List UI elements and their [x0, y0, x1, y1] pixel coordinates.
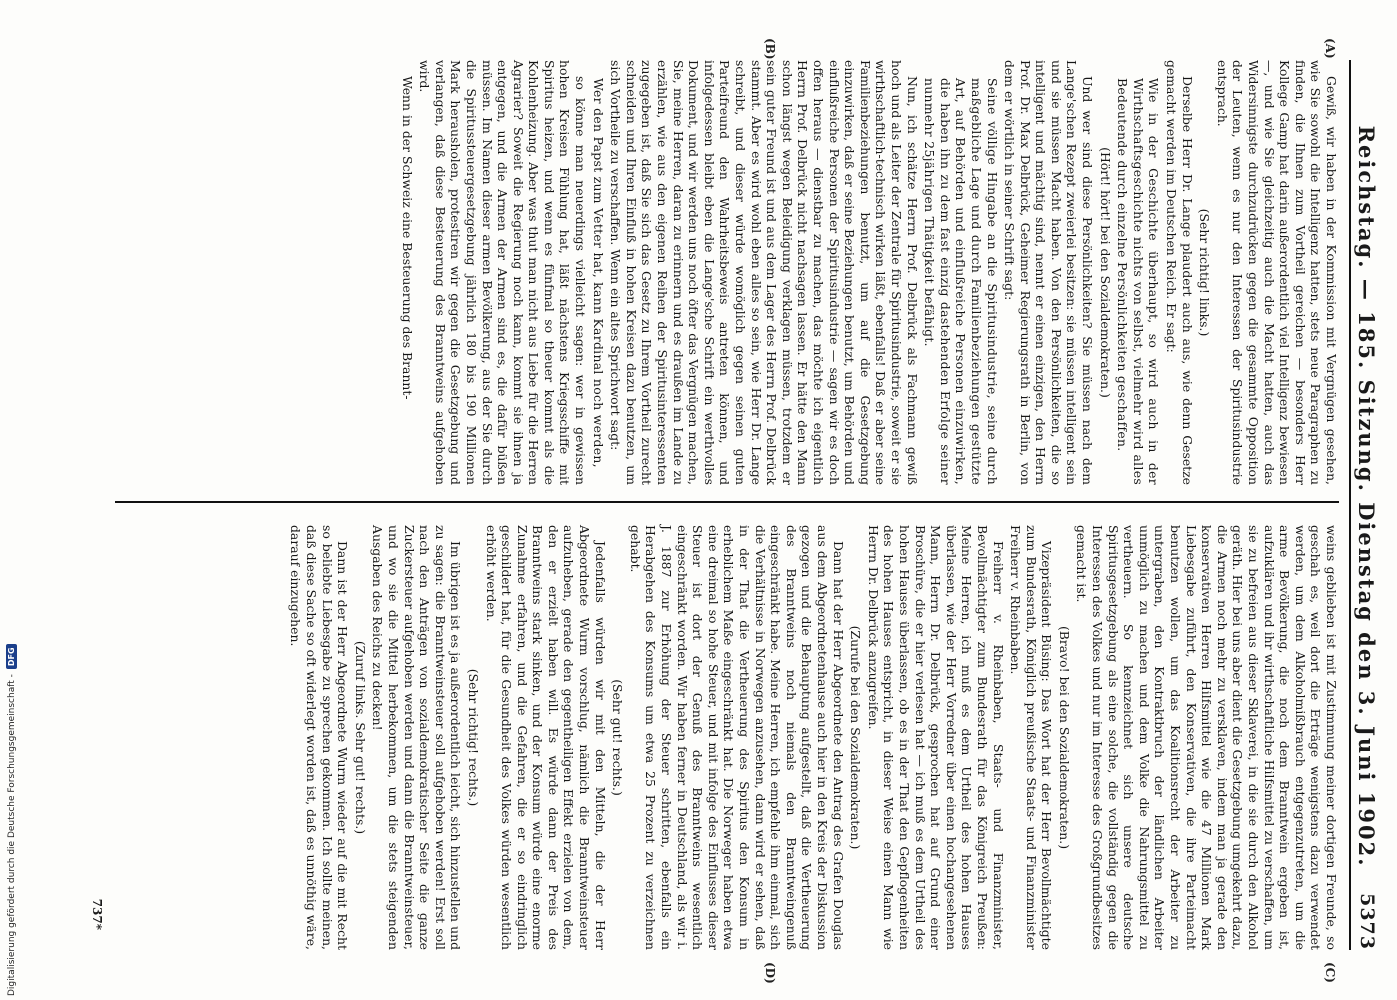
right-column	[115, 525, 1339, 950]
paragraph: Dann hat der Herr Abgeordnete den Antrag des Grafen Douglas aus dem Abgeordnetenhause auch hier in den Kreis der Diskussion gezogen und die Behauptung aufgestellt, daß die Vertheuerung des Branntweins noch niemals den Branntweingenuß eingeschränkt habe. Meine Herren, ich empfehle ihm einmal, sich die Verhältnisse in Norwegen anzusehen, dann wird er sehen, daß in der That die Vertheuerung des Spiritus den Konsum in erheblichem Maße eingeschränkt hat. Die Norweger haben etwa eine dreimal so hohe Steuer, und mit infolge des Einflusses dieser Steuer ist dort der Genuß des Branntweins wesentlich eingeschränkt worden. Wir haben ferner in Deutschland, als wir i. J. 1887 zur Erhöhung der Steuer schritten, ebenfalls ein Herabgehen des Konsums um etwa 25 Prozent zu verzeichnen gehabt.	[627, 525, 846, 950]
interjection: (Sehr gut! rechts.)	[610, 679, 626, 796]
interjection: (Bravo! bei den Sozialdemokraten.)	[1056, 625, 1072, 850]
quotation: Wie in der Geschichte überhaupt, so wird auch in der Wirthschaftsgeschichte nichts von selbst, vielmehr wird alles Bedeutende durch einzelne Persönlichkeiten geschaffen.	[1115, 78, 1162, 485]
margin-marker-c: (C)	[1323, 962, 1337, 983]
page-header	[1349, 60, 1383, 950]
speaker-intro: Vizepräsident Büsing: Das Wort hat der Herr Bevollmächtigte zum Bundesrath, Königlich preußische Staats- und Finanzminister Freiherr v. Rheinbaben.	[1008, 525, 1055, 950]
credit-text: Digitalisierung gefördert durch die Deutsche Forschungsgemeinschaft -	[6, 674, 17, 996]
paragraph: Wenn in der Schweiz eine Besteuerung des Brannt-	[399, 76, 415, 400]
interjection: (Zurufe bei den Sozialdemokraten.)	[848, 625, 864, 850]
paragraph: Und wer sind diese Persönlichkeiten? Sie müssen nach dem Lange'schen Rezept zweierlei besitzen: sie müssen intelligent sein und sie müssen Macht haben. Von den Persönlichkeiten, die so intelligent und mächtig sind, nennt er einen einzigen, den Herrn Prof. Dr. Max Delbrück, Geheimer Regierungsrath in Berlin, von dem er wörtlich in seiner Schrift sagt:	[1002, 60, 1096, 485]
paragraph: Im übrigen ist es ja außerordentlich leicht, sich hinzustellen und zu sagen: die Branntweinsteuer soll aufgehoben werden! Erst soll nach den Anträgen von sozialdemokratischer Seite die ganze Zuckersteuer aufgehoben werden und dann die Branntweinsteuer, und wo sie die Mittel herbekommen, um die stets steigenden Ausgaben des Reichs zu decken!	[370, 525, 464, 950]
left-column	[115, 60, 1339, 485]
interjection: (Sehr richtig! links.)	[1197, 208, 1213, 337]
header-title: Reichstag. — 185. Sitzung. Dienstag den 3. Juni 1902.	[1354, 125, 1380, 868]
paragraph: Gewiß, wir haben in der Kommission mit Vergnügen gesehen, wie Sie sowohl die Intelligenz hatten, stets neue Paragraphen zu finden, die Ihnen zum Vortheil gereichen — besonders Herr Kollege Gamp hat darin außerordentlich viel Intelligenz bewiesen —, und wie Sie gleichzeitig auch die Macht hatten, auch das Widersinnigste durchzudrücken gegen die gesammte Opposition der Leuten, wenn es nur den Interessen der Spiritusindustrie entsprach.	[1214, 60, 1339, 485]
paragraph: so könne man neuerdings vielleicht sagen: wer in gewissen hohen Kreisen Fühlung hat, läßt nächstens Kriegsschiffe mit Spiritus heizen, und wenn es fünfmal so theuer kommt als die Kohlenheizung. Aber was thut man nicht aus Liebe für die Herren Agrarier? Soweit die Regierung noch kann, kommt sie ihnen ja entgegen, und die Armen der Armen sind es, die dafür büßen müssen. Im Namen dieser armen Bevölkerung, aus der Sie durch die Spiritussteuergesetzgebung jährlich 180 bis 190 Millionen Mark herausholen, protestiren wir gegen die Gesetzgebung und verlangen, daß diese Besteuerung des Branntweins aufgehoben wird.	[417, 60, 589, 485]
signature-mark: 737*	[90, 898, 104, 930]
paragraph: Jedenfalls würden wir mit den Mitteln, die der Herr Abgeordnete Wurm vorschlug, nämlich die Branntweinsteuer aufzuheben, gerade den gegentheiligen Effekt erzielen von dem, den er erzielt haben will. Es würde dann der Preis des Branntweins stark sinken, und der Konsum würde eine enorme Zunahme erfahren, und die Gefahren, die er so eindringlich geschildert hat, für die Gesundheit des Volkes würden wesentlich erhöht werden.	[483, 525, 608, 950]
paragraph: Dann ist der Herr Abgeordnete Wurm wieder auf die mit Recht so beliebte Liebesgabe zu sprechen gekommen. Ich sollte meinen, daß diese Sache so oft widerlegt worden ist, daß es unnöthig wäre, darauf einzugehen.	[288, 525, 351, 950]
paragraph: Freiherr v. Rheinbaben, Staats- und Finanzminister, Bevollmächtigter zum Bundesrath für das Königreich Preußen: Meine Herren, ich muß es dem Urtheil des hohen Hauses überlassen, wie der Herr Vorredner über einen hochangesehenen Mann, Herrn Dr. Delbrück, gesprochen hat auf Grund einer Broschüre, die er hier verlesen hat — ich muß es dem Urtheil des hohen Hauses überlassen, ob es in der That den Gepflogenheiten des hohen Hauses entspricht, in dieser Weise einen Mann wie Herrn Dr. Delbrück anzugreifen.	[865, 525, 1006, 950]
paragraph: Nun, ich schätze Herrn Prof. Delbrück als Fachmann gewiß hoch und als Leiter der Zentrale für Spiritusindustrie, soweit er sie wirthschaftlich-technisch wirken läßt, ebenfalls! Daß er aber seine Familienbeziehungen benutzt, um auf die Gesetzgebung einzuwirken, daß er seine Beziehungen benutzt, um Behörden und einflußreiche Personen der Spiritusindustrie — sagen wir es doch offen heraus — dienstbar zu machen, das möchte ich eigentlich Herrn Prof. Delbrück nicht nachsagen lassen. Er hätte den Mann schon längst wegen Beleidigung verklagen müssen, trotzdem er sein guter Freund ist und aus dem Lager des Herrn Prof. Delbrück stammt. Aber es wird wohl eben alles so sein, wie Herr Dr. Lange schreibt, und dieser würde womöglich gegen seinen guten Parteifreund den Wahrheitsbeweis antreten können, und infolgedessen bleibt eben die Lange'sche Schrift ein werthvolles Dokument, und wir werden uns noch öfter das Vergnügen machen, Sie, meine Herren, daran zu erinnern und es draußen im Lande zu erzählen, wie aus den eigenen Reihen der Spiritusinteressenten zugegeben ist, daß Sie sich das Gesetz zu Ihrem Vortheil zurecht schneiden und Ihren Einfluß in hohen Kreisen dazu benutzen, um sich Vortheile zu verschaffen. Wenn ein altes Sprichwort sagt:	[608, 60, 920, 485]
interjection: (Sehr richtig! rechts.)	[465, 668, 481, 807]
paragraph: weins geblieben ist mit Zustimmung meiner dortigen Freunde, so geschah es, weil dort die Erträge wenigstens dazu verwendet werden, um dem Alkoholmißbrauch entgegenzutreten, um die arme Bevölkerung, die noch dem Branntwein ergeben ist, aufzuklären und ihr wirthschaftliche Hilfsmittel zu verschaffen, um sie zu befreien aus dieser Sklaverei, in die sie durch den Alkohol geräth. Hier bei uns aber dient die Gesetzgebung umgekehrt dazu, die Armen noch mehr zu versklaven, indem man ja gerade den konservativen Herren Hilfsmittel wie die 47 Millionen Mark Liebesgabe zuführt, den Konservativen, die ihre Parteimacht benutzen wollen, um das Koalitionsrecht der Arbeiter zu untergraben, den Kontraktbruch der ländlichen Arbeiter unmöglich zu machen und dem Volke die Nahrungsmittel zu vertheuern. So kennzeichnet sich unsere deutsche Spiritusgesetzgebung als eine solche, die vollständig gegen die Interessen des Volkes und nur im Interesse des Großgrundbesitzes gemacht ist.	[1074, 525, 1339, 950]
dfg-logo: DFG	[6, 644, 17, 669]
digitization-credit	[6, 616, 17, 996]
page-number: 5373	[1356, 893, 1378, 950]
interjection: (Hört! hört! bei den Sozialdemokraten.)	[1097, 147, 1113, 398]
margin-marker-b: (B)	[763, 38, 777, 60]
quotation: Seine völlige Hingabe an die Spiritusindustrie, seine durch maßgebliche Lage und durch Familienbeziehungen gestützte Art, auf Behörden und einflußreiche Personen einzuwirken, die haben ihn zu dem fast einzig dastehenden Erfolge seiner nunmehr 25jährigen Thätigkeit befähigt.	[922, 78, 1000, 485]
paragraph: Derselbe Herr Dr. Lange plaudert auch aus, wie denn Gesetze gemacht werden im Deutschen Reich. Er sagt:	[1164, 60, 1195, 485]
margin-marker-d: (D)	[763, 962, 777, 984]
margin-marker-a: (A)	[1323, 38, 1337, 59]
column-divider	[115, 501, 1339, 503]
interjection: (Zuruf links. Sehr gut! rechts.)	[352, 640, 368, 835]
quotation: Wer den Papst zum Vetter hat, kann Kardinal noch werden,	[590, 78, 606, 468]
